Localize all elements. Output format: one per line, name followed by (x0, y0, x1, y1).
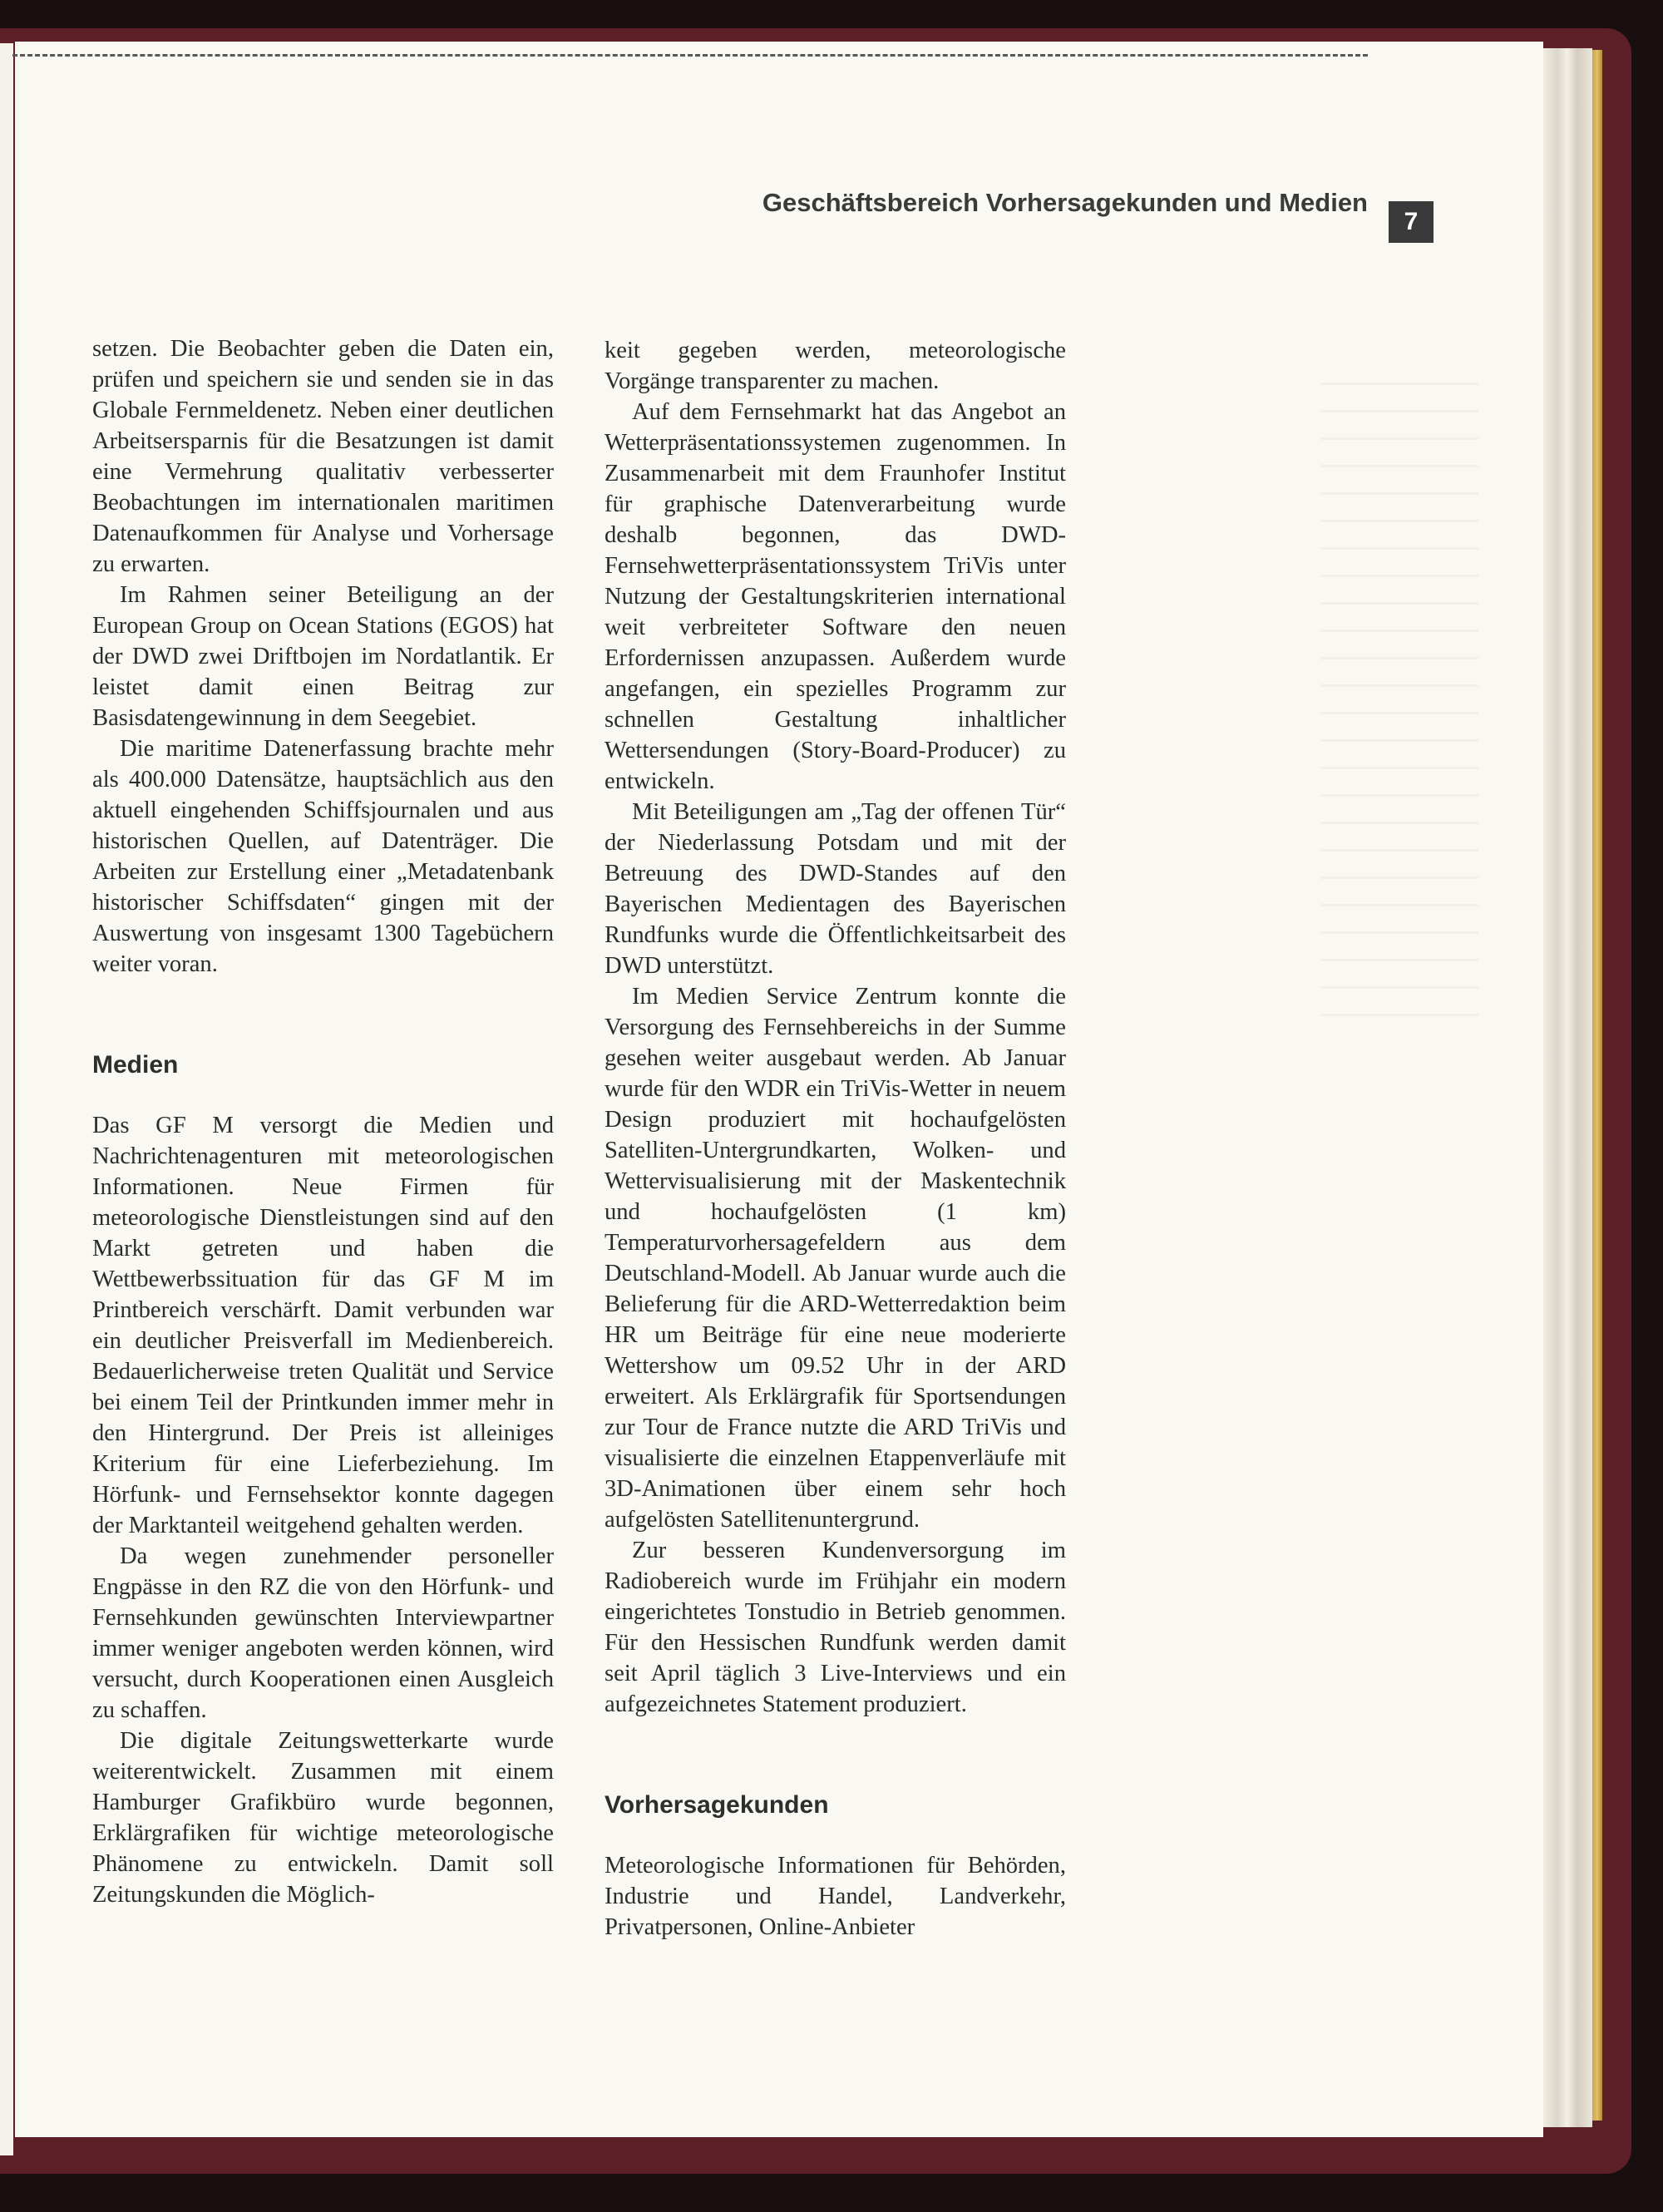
running-header (624, 188, 1368, 228)
paragraph: Die digitale Zeitungswetterkarte wurde weiterentwickelt. Zusammen mit einem Hamburger Grafikbüro wurde begonnen, Erklärgrafiken für wichtige meteorologische Phänomene zu entwickeln. Damit soll Zeitungskunden die Möglich- (92, 1728, 554, 1908)
paragraph: keit gegeben werden, meteorologische Vorgänge transparenter zu machen. (605, 338, 1066, 394)
section-heading-vorhersagekunden: Vorhersagekunden (605, 1791, 829, 1819)
header-title: Geschäftsbereich Vorhersagekunden und Medien (762, 188, 1368, 217)
left-column (92, 333, 554, 1910)
paragraph: Das GF M versorgt die Medien und Nachrichtenagenturen mit meteorologischen Informationen. Neue Firmen für meteorologische Dienstleistungen sind auf den Markt getreten und haben die Wettbewerbssituation für das GF M im Printbereich verschärft. Damit verbunden war ein deutlicher Preisverfall im Medienbereich. Bedauerlicherweise treten Qualität und Service bei einem Teil der Printkunden immer mehr in den Hintergrund. Der Preis ist alleiniges Kriterium für eine Lieferbeziehung. Im Hörfunk- und Fernsehsektor konnte dagegen der Marktanteil weitgehend gehalten werden. (92, 1113, 554, 1538)
paragraph: Auf dem Fernsehmarkt hat das Angebot an Wetterpräsentationssystemen zugenommen. In Zusammenarbeit mit dem Fraunhofer Institut für graphische Datenverarbeitung wurde deshalb begonnen, das DWD-Fernsehwetterpräsentationssystem TriVis unter Nutzung der Gestaltungskriterien international weit verbreiteter Software den neuen Erfordernissen anzupassen. Außerdem wurde angefangen, ein spezielles Programm zur schnellen Gestaltung inhaltlicher Wettersendungen (Story-Board-Producer) zu entwickeln. (605, 399, 1066, 794)
page-number: 7 (1389, 201, 1434, 243)
paragraph: Im Medien Service Zentrum konnte die Versorgung des Fernsehbereichs in der Summe gesehen weiter ausgebaut werden. Ab Januar wurde für den WDR ein TriVis-Wetter in neuem Design produziert mit hochaufgelösten Satelliten-Untergrundkarten, Wolken- und Wettervisualisierung mit der Maskentechnik und hochaufgelösten (1 km) Temperaturvorhersagefeldern aus dem Deutschland-Modell. Ab Januar wurde auch die Belieferung für die ARD-Wetterredaktion beim HR um Beiträge für eine neue moderierte Wettershow um 09.52 Uhr in der ARD erweitert. Als Erklärgrafik für Sportsendungen zur Tour de France nutzte die ARD TriVis und visualisierte die einzelnen Etappenverläufe mit 3D-Animationen über einem sehr hoch aufgelösten Satellitenuntergrund. (605, 984, 1066, 1533)
page-edges (1542, 48, 1592, 2127)
right-column (605, 335, 1066, 1943)
paragraph: Da wegen zunehmender personeller Engpässe in den RZ die von den Hörfunk- und Fernsehkunden gewünschten Interviewpartner immer weniger angeboten werden können, wird versucht, durch Kooperationen einen Ausgleich zu schaffen. (92, 1543, 554, 1723)
previous-page-edge (0, 43, 13, 2155)
paragraph: Die maritime Datenerfassung brachte mehr als 400.000 Datensätze, hauptsächlich aus den aktuell eingehenden Schiffsjournalen und aus historischen Quellen, auf Datenträger. Die Arbeiten zur Erstellung einer „Metadatenbank historischer Schiffsdaten“ gingen mit der Auswertung von insgesamt 1300 Tagebüchern weiter voran. (92, 736, 554, 977)
paragraph: setzen. Die Beobachter geben die Daten ein, prüfen und speichern sie und senden sie in das Globale Fernmeldenetz. Neben einer deutlichen Arbeitsersparnis für die Besatzungen ist damit eine Vermehrung qualitativ verbesserter Beobachtungen im internationalen maritimen Datenaufkommen für Analyse und Vorhersage zu erwarten. (92, 336, 554, 577)
paragraph: Zur besseren Kundenversorgung im Radiobereich wurde im Frühjahr ein modern eingerichtetes Tonstudio in Betrieb genommen. Für den Hessischen Rundfunk werden damit seit April täglich 3 Live-Interviews und ein aufgezeichnetes Statement produziert. (605, 1538, 1066, 1717)
gilt-edge (1592, 50, 1602, 2121)
paragraph: Meteorologische Informationen für Behörden, Industrie und Handel, Landverkehr, Privatpersonen, Online-Anbieter (605, 1853, 1066, 1940)
section-heading-medien: Medien (92, 1051, 179, 1079)
paragraph: Im Rahmen seiner Beteiligung an der European Group on Ocean Stations (EGOS) hat der DWD zwei Driftbojen im Nordatlantik. Er leistet damit einen Beitrag zur Basisdatengewinnung in dem Seegebiet. (92, 582, 554, 731)
show-through (1320, 358, 1478, 1023)
paragraph: Mit Beteiligungen am „Tag der offenen Tür“ der Niederlassung Potsdam und mit der Betreuung des DWD-Standes auf den Bayerischen Medientagen des Bayerischen Rundfunks wurde die Öffentlichkeitsarbeit des DWD unterstützt. (605, 799, 1066, 979)
header-rule (12, 54, 1368, 57)
